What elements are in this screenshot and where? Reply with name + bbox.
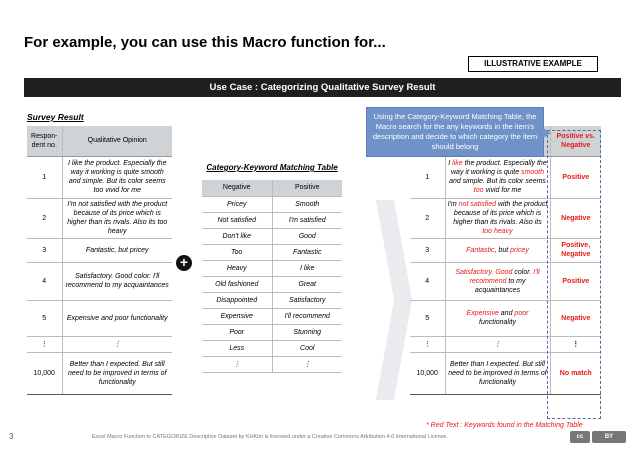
table-row xyxy=(27,336,172,352)
table-row xyxy=(27,156,172,198)
keyword-highlight: Fantastic xyxy=(466,246,495,254)
negative-keyword: ⋮ xyxy=(202,356,272,372)
result-cell: ⋮ xyxy=(550,336,601,352)
respondent-no: ⋮ xyxy=(27,336,62,352)
opinion-cell: Better than I expected. But still need to be improved in terms of functionality xyxy=(62,352,172,394)
opinion-cell xyxy=(445,352,550,394)
opinion-cell xyxy=(445,156,550,198)
respondent-no: 4 xyxy=(410,262,445,300)
opinion-text: and simple. But its color seems xyxy=(449,178,546,185)
tooltip-callout: Using the Category-Keyword Matching Table, the Macro search for the any keywords in the item's description and decide to which category the item should belong xyxy=(366,107,544,157)
opinion-text: ⋮ xyxy=(494,340,501,348)
positive-keyword: I like xyxy=(272,260,342,276)
keyword-highlight: Expensive xyxy=(466,310,499,317)
keyword-highlight: like xyxy=(452,160,463,167)
table-row xyxy=(202,340,342,356)
respondent-no: 1 xyxy=(27,156,62,198)
category-table-title: Category-Keyword Matching Table xyxy=(206,163,338,172)
result-cell: Negative xyxy=(550,300,601,336)
table-row xyxy=(27,238,172,262)
keyword-highlight: I'll recommend xyxy=(469,268,540,285)
opinion-cell: ⋮ xyxy=(62,336,172,352)
opinion-text: , but xyxy=(494,246,511,254)
header-qualitative-opinion: Qualitative Opinion xyxy=(62,126,172,156)
use-case-band: Use Case : Categorizing Qualitative Survey Result xyxy=(24,78,621,97)
opinion-cell xyxy=(445,336,550,352)
opinion-text: with the product because of its price which is higher than its rivals. Also its xyxy=(453,201,548,226)
table-row xyxy=(202,276,342,292)
positive-keyword: Good xyxy=(272,228,342,244)
keyword-highlight: too heavy xyxy=(482,228,513,235)
opinion-text: the product. Especially the way it working is quite xyxy=(451,160,547,176)
header-positive: Positive xyxy=(272,180,342,196)
keyword-highlight: pricey xyxy=(510,246,529,254)
respondent-no: 3 xyxy=(410,238,445,262)
table-row xyxy=(202,292,342,308)
license-footer: Excel Macro Function to CATEGORIZE Descriptive Dataset by KHKim is licensed under a Creative Commons Attribution 4.0 International License. xyxy=(92,434,449,440)
result-column-highlight xyxy=(547,130,601,419)
respondent-no: 2 xyxy=(410,198,445,238)
result-cell: Positive xyxy=(550,262,601,300)
opinion-text: color. xyxy=(512,268,534,276)
negative-keyword: Not satisfied xyxy=(202,212,272,228)
opinion-cell: I like the product. Especially the way it working is quite smooth and simple. But its color seems too vivid for me xyxy=(62,156,172,198)
positive-keyword: ⋮ xyxy=(272,356,342,372)
positive-keyword: Smooth xyxy=(272,196,342,212)
opinion-text: I xyxy=(448,160,453,167)
header-negative: Negative xyxy=(202,180,272,196)
survey-table xyxy=(27,126,172,395)
result-cell: No match xyxy=(550,352,601,394)
opinion-cell xyxy=(445,262,550,300)
negative-keyword: Expensive xyxy=(202,308,272,324)
result-cell: Negative xyxy=(550,198,601,238)
keyword-highlight: smooth xyxy=(521,169,544,176)
result-cell: Positive xyxy=(550,156,601,198)
table-row xyxy=(27,198,172,238)
keyword-highlight: Satisfactory. Good xyxy=(455,268,513,276)
positive-keyword: I'll recommend xyxy=(272,308,342,324)
opinion-text: functionality xyxy=(479,319,516,326)
respondent-no: 2 xyxy=(27,198,62,238)
table-row xyxy=(202,260,342,276)
plus-icon: + xyxy=(176,255,192,271)
positive-keyword: I'm satisfied xyxy=(272,212,342,228)
negative-keyword: Old fashioned xyxy=(202,276,272,292)
positive-keyword: Fantastic xyxy=(272,244,342,260)
illustrative-label: ILLUSTRATIVE EXAMPLE xyxy=(468,56,598,72)
negative-keyword: Heavy xyxy=(202,260,272,276)
keyword-highlight: not satisfied xyxy=(458,201,497,208)
result-cell: Positive, Negative xyxy=(550,238,601,262)
positive-keyword: Stunning xyxy=(272,324,342,340)
opinion-cell xyxy=(445,198,550,238)
header-positive-vs-negative: Positive vs. Negative xyxy=(550,126,601,156)
opinion-text: and xyxy=(498,310,515,317)
survey-result-title: Survey Result xyxy=(27,112,84,122)
table-row xyxy=(202,356,342,372)
respondent-no: 5 xyxy=(410,300,445,336)
negative-keyword: Pricey xyxy=(202,196,272,212)
table-row xyxy=(27,352,172,394)
opinion-cell: Satisfactory. Good color. I'll recommend to my acquaintances xyxy=(62,262,172,300)
respondent-no: 3 xyxy=(27,238,62,262)
category-keyword-table xyxy=(202,180,342,373)
table-row xyxy=(27,262,172,300)
opinion-cell: Fantastic, but pricey xyxy=(62,238,172,262)
opinion-text: to my acquaintances xyxy=(474,277,526,294)
respondent-no: 1 xyxy=(410,156,445,198)
table-row xyxy=(27,300,172,336)
opinion-cell: I'm not satisfied with the product because of its price which is higher than its rivals. Also its too heavy xyxy=(62,198,172,238)
opinion-text: I'm xyxy=(447,201,459,208)
positive-keyword: Cool xyxy=(272,340,342,356)
keyword-highlight: poor xyxy=(514,310,529,317)
footnote: * Red Text : Keywords found in the Matching Table xyxy=(426,422,583,429)
keyword-highlight: too xyxy=(473,187,484,194)
table-row xyxy=(202,244,342,260)
negative-keyword: Don't like xyxy=(202,228,272,244)
opinion-cell: Expensive and poor functionality xyxy=(62,300,172,336)
respondent-no: 5 xyxy=(27,300,62,336)
opinion-text: vivid for me xyxy=(483,187,522,194)
opinion-text: Better than I expected. But still need to be improved in terms of functionality xyxy=(448,360,547,386)
positive-keyword: Great xyxy=(272,276,342,292)
negative-keyword: Too xyxy=(202,244,272,260)
opinion-cell xyxy=(445,238,550,262)
opinion-cell xyxy=(445,300,550,336)
respondent-no: 10,000 xyxy=(27,352,62,394)
table-row xyxy=(202,228,342,244)
negative-keyword: Less xyxy=(202,340,272,356)
table-row xyxy=(202,196,342,212)
page-title: For example, you can use this Macro function for... xyxy=(24,34,386,51)
respondent-no: ⋮ xyxy=(410,336,445,352)
table-row xyxy=(202,212,342,228)
cc-icon: cc xyxy=(570,431,590,443)
header-respondent-no: Respon-dent no. xyxy=(27,126,62,156)
respondent-no: 10,000 xyxy=(410,352,445,394)
cc-license-badge[interactable] xyxy=(570,431,628,443)
chevron-right-icon xyxy=(376,200,412,400)
table-row xyxy=(202,308,342,324)
page-number: 3 xyxy=(9,432,14,441)
by-icon: BY xyxy=(592,431,626,443)
positive-keyword: Satisfactory xyxy=(272,292,342,308)
table-row xyxy=(202,324,342,340)
negative-keyword: Disappointed xyxy=(202,292,272,308)
respondent-no: 4 xyxy=(27,262,62,300)
negative-keyword: Poor xyxy=(202,324,272,340)
